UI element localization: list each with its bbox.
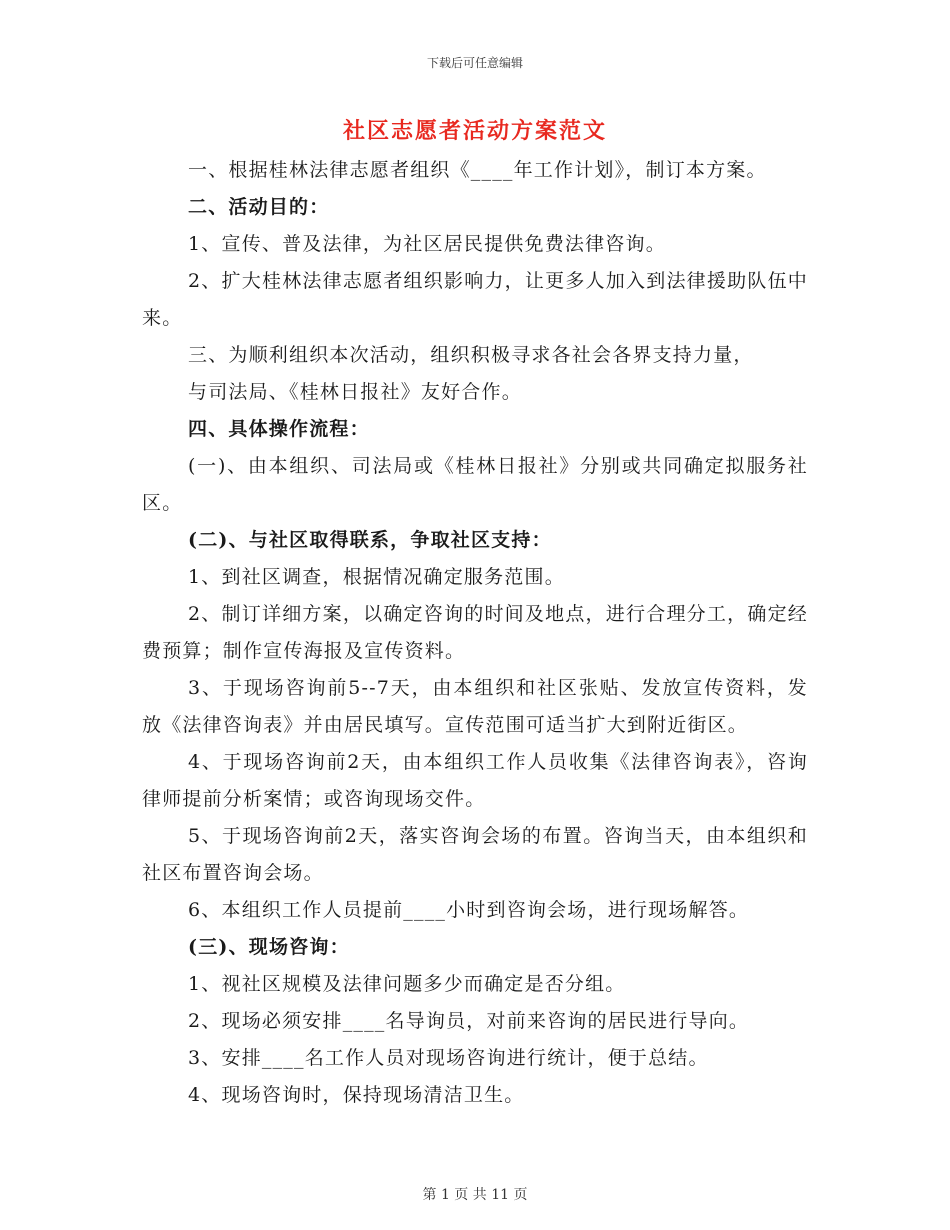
paragraph-basis: 一、根据桂林法律志愿者组织《____年工作计划》，制订本方案。 bbox=[188, 159, 767, 181]
document-body bbox=[142, 152, 808, 1114]
paragraph-contact-3: 3、于现场咨询前5--7天，由本组织和社区张贴、发放宣传资料，发放《法律咨询表》并由居民填写。宣传范围可适当扩大到附近街区。 bbox=[142, 677, 808, 736]
paragraph-support bbox=[142, 337, 808, 411]
paragraph-contact-4: 4、于现场咨询前2天，由本组织工作人员收集《法律咨询表》，咨询律师提前分析案情；或咨询现场交件。 bbox=[142, 751, 808, 810]
paragraph-contact-1: 1、到社区调查，根据情况确定服务范围。 bbox=[188, 566, 565, 588]
paragraph-contact-5: 5、于现场咨询前2天，落实咨询会场的布置。咨询当天，由本组织和社区布置咨询会场。 bbox=[142, 825, 808, 884]
paragraph-support-line-1: 三、为顺利组织本次活动，组织积极寻求各社会各界支持力量， bbox=[188, 344, 754, 366]
page-header-note: 下载后可任意编辑 bbox=[426, 56, 523, 70]
paragraph-onsite-4: 4、现场咨询时，保持现场清洁卫生。 bbox=[188, 1084, 525, 1106]
document-title: 社区志愿者活动方案范文 bbox=[342, 118, 607, 144]
paragraph-contact-2: 2、制订详细方案，以确定咨询的时间及地点，进行合理分工，确定经费预算；制作宣传海报及宣传资料。 bbox=[142, 603, 808, 662]
heading-procedure: 四、具体操作流程： bbox=[188, 418, 370, 440]
paragraph-support-line-2: 与司法局、《桂林日报社》友好合作。 bbox=[188, 381, 522, 403]
heading-contact-community: (二)、与社区取得联系，争取社区支持： bbox=[188, 529, 552, 551]
page-number-footer: 第 1 页 共 11 页 bbox=[422, 1187, 528, 1203]
paragraph-procedure-1: (一)、由本组织、司法局或《桂林日报社》分别或共同确定拟服务社区。 bbox=[142, 455, 808, 514]
paragraph-contact-6: 6、本组织工作人员提前____小时到咨询会场，进行现场解答。 bbox=[188, 899, 750, 921]
paragraph-objective-2: 2、扩大桂林法律志愿者组织影响力，让更多人加入到法律援助队伍中来。 bbox=[142, 270, 808, 329]
paragraph-onsite-3: 3、安排____名工作人员对现场咨询进行统计，便于总结。 bbox=[188, 1047, 709, 1069]
heading-objectives: 二、活动目的： bbox=[188, 196, 330, 218]
paragraph-objective-1: 1、宣传、普及法律，为社区居民提供免费法律咨询。 bbox=[188, 233, 666, 255]
heading-onsite-consultation: (三)、现场咨询： bbox=[188, 936, 350, 958]
paragraph-onsite-2: 2、现场必须安排____名导询员，对前来咨询的居民进行导向。 bbox=[188, 1010, 750, 1032]
paragraph-onsite-1: 1、视社区规模及法律问题多少而确定是否分组。 bbox=[188, 973, 626, 995]
